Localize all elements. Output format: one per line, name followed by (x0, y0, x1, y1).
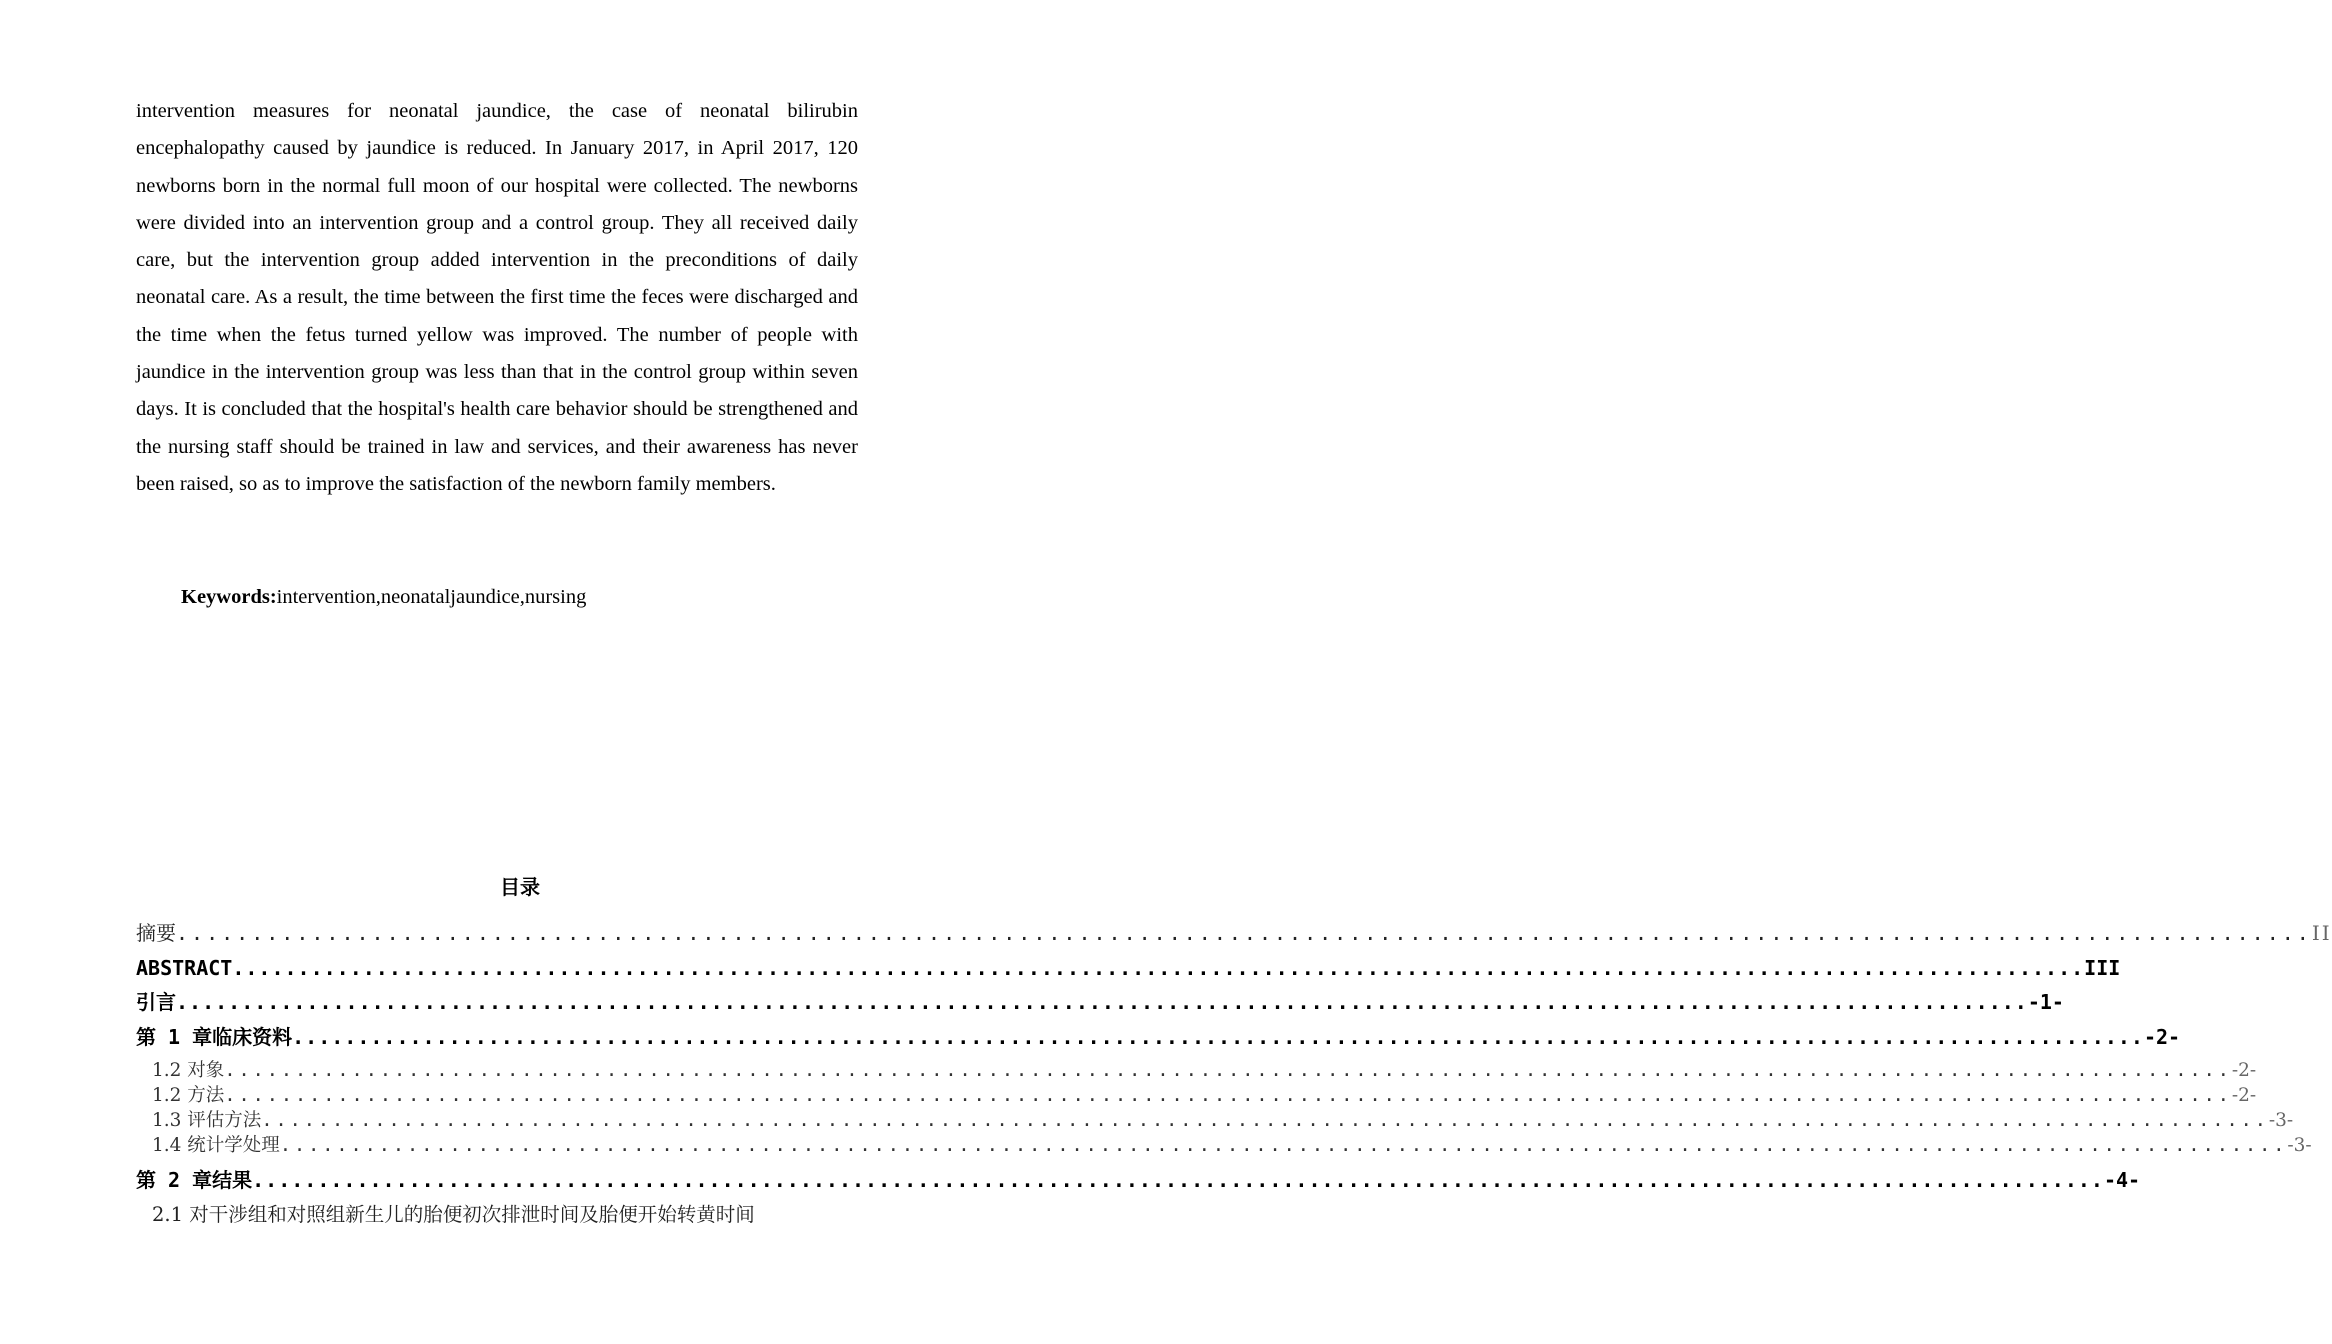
toc-entry-1-2-subjects[interactable] (152, 1058, 2257, 1083)
toc-entry-page: -4- (2103, 1168, 2141, 1192)
toc-entry-label: 引言 (136, 990, 176, 1014)
toc-leader: .............................................................................................................................................. (232, 956, 2085, 980)
toc-entry-label: ABSTRACT (136, 956, 233, 980)
toc-entry-label: 1.2 对象 (152, 1060, 225, 1081)
toc-entry-label: 1.2 方法 (152, 1085, 225, 1106)
toc-entry-page: -3- (2287, 1135, 2312, 1156)
toc-entry-label: 2.1 对干涉组和对照组新生儿的胎便初次排泄时间及胎便开始转黄时间 (152, 1203, 755, 1226)
toc-entry-label: 1.3 评估方法 (152, 1110, 262, 1131)
toc-leader: .............................................................................................................................................. (252, 1168, 2104, 1192)
toc-leader: .............................................................................................................................................. (176, 921, 2312, 945)
toc-leader: .............................................................................................................................................. (261, 1110, 2269, 1131)
toc-entry-page: -2- (2143, 1025, 2181, 1049)
keywords-label: Keywords: (181, 586, 277, 608)
toc-entry-1-2-methods[interactable] (152, 1083, 2257, 1108)
toc-title: 目录 (500, 875, 540, 899)
toc-entry-page: III (2084, 956, 2121, 980)
toc-entry-page: II (2311, 921, 2332, 945)
toc-entry-abstract-en[interactable] (136, 953, 2121, 983)
toc-leader: .............................................................................................................................................. (292, 1025, 2144, 1049)
toc-leader: .............................................................................................................................................. (176, 990, 2028, 1014)
toc-leader: .............................................................................................................................................. (279, 1135, 2288, 1156)
toc-entry-label: 第 1 章临床资料 (136, 1025, 293, 1049)
toc-entry-2-1[interactable] (152, 1200, 755, 1230)
toc-entry-label: 第 2 章结果 (136, 1168, 253, 1192)
toc-entry-1-3-assessment[interactable] (152, 1108, 2294, 1133)
toc-entry-chapter-1[interactable] (136, 1022, 2181, 1052)
toc-entry-introduction[interactable] (136, 987, 2064, 1017)
toc-leader: .............................................................................................................................................. (224, 1085, 2232, 1106)
toc-entry-page: -1- (2027, 990, 2064, 1014)
toc-entry-page: -3- (2268, 1110, 2294, 1131)
keywords-line (181, 580, 586, 614)
toc-entry-1-4-statistics[interactable] (152, 1133, 2312, 1158)
toc-entry-label: 摘要 (136, 921, 176, 945)
abstract-paragraph: intervention measures for neonatal jaundice, the case of neonatal bilirubin encephalopathy caused by jaundice is reduced. In January 2017, in April 2017, 120 newborns born in the normal full moon of our hospital were collected. The newborns were divided into an intervention group and a control group. They all received daily care, but the intervention group added intervention in the preconditions of daily neonatal care. As a result, the time between the first time the feces were discharged and the time when the fetus turned yellow was improved. The number of people with jaundice in the intervention group was less than that in the control group within seven days. It is concluded that the hospital's health care behavior should be strengthened and the nursing staff should be trained in law and services, and their awareness has never been raised, so as to improve the satisfaction of the newborn family members. (136, 100, 858, 495)
toc-entry-label: 1.4 统计学处理 (152, 1135, 280, 1156)
toc-entry-page: -2- (2231, 1060, 2257, 1081)
toc-leader: .............................................................................................................................................. (224, 1060, 2232, 1081)
toc-entry-page: -2- (2231, 1085, 2257, 1106)
toc-entry-abstract-cn[interactable] (136, 918, 2332, 948)
keywords-value: intervention,neonataljaundice,nursing (276, 586, 587, 608)
toc-entry-chapter-2[interactable] (136, 1165, 2141, 1195)
